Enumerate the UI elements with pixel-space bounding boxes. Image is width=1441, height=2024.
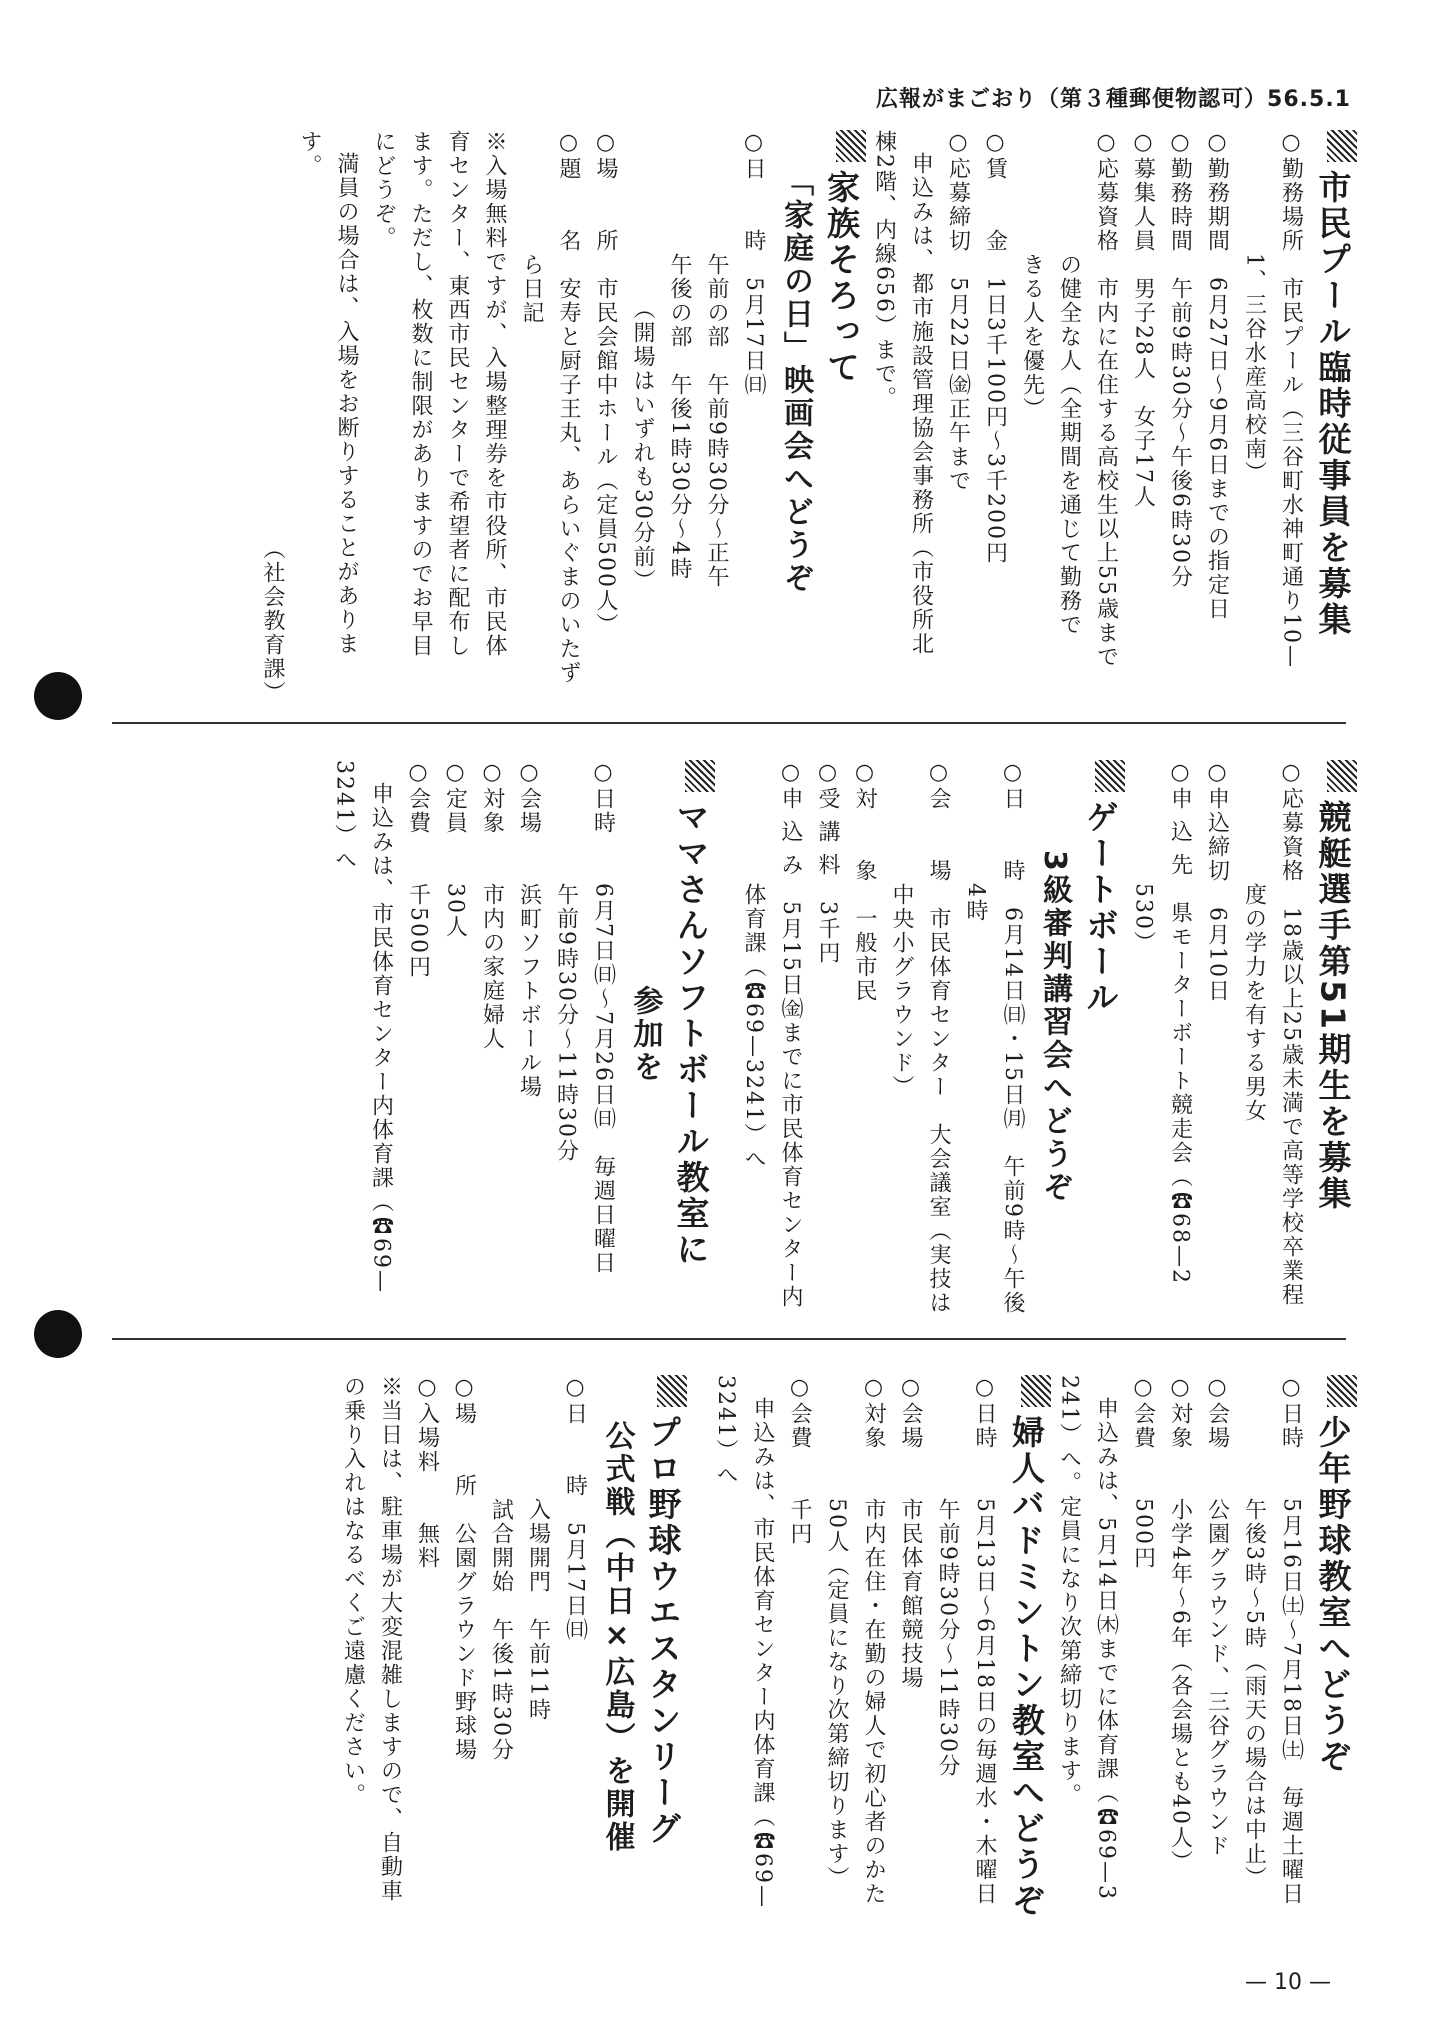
detail-line: ○日 時 5月17日㈰ (741, 130, 766, 397)
detail-line: ○定員 30人 (442, 760, 468, 939)
article-family-movie (254, 130, 866, 705)
detail-line: ○入場料 無料 (414, 1375, 440, 1570)
detail-line: 50人（定員になり次第締切ります） (824, 1498, 849, 1891)
detail-line: 午前の部 午前9時30分～正午 (704, 253, 729, 590)
detail-line: 午前9時30分～11時30分 (553, 883, 579, 1164)
detail-line: 4時 (963, 883, 988, 924)
detail-line: ○場 所 公園グラウンド野球場 (451, 1375, 477, 1762)
detail-line: 体育課（☎69—3241）へ (741, 883, 766, 1172)
article-pro-baseball (335, 1375, 688, 1930)
detail-line: ○会費 500円 (1130, 1375, 1156, 1570)
hatch-mark-icon (685, 760, 715, 792)
article-subtitle: 参加を (627, 985, 663, 1084)
detail-line: ○対象 市内在住・在勤の婦人で初心者のかた (861, 1375, 886, 1906)
detail-line: 試合開始 午後1時30分 (488, 1498, 514, 1763)
article-mama-softball (326, 760, 716, 1320)
detail-line: ○日 時 6月14日㈰・15日㈪ 午前9時～午後 (1000, 760, 1025, 1315)
detail-line: にどうぞ。 (371, 130, 396, 250)
detail-line: 午後3時～5時（雨天の場合は中止） (1241, 1498, 1267, 1891)
detail-line: の乗り入れはなるべくご遠慮ください。 (340, 1375, 366, 1807)
detail-line: ○会 場 市民体育センター 大会議室（実技は (926, 760, 951, 1315)
detail-line: （開場はいずれも30分前） (630, 297, 655, 594)
middle-band (117, 760, 1357, 1320)
detail-line: ○応募締切 5月22日㈮正午まで (945, 130, 971, 493)
article-subtitle: 3級審判講習会へどうぞ (1037, 850, 1072, 1204)
article-title: ゲートボール (1077, 760, 1125, 1320)
binder-hole (34, 672, 82, 720)
detail-line: す。 (297, 130, 322, 178)
detail-line: 度の学力を有する男女 (1241, 883, 1267, 1124)
detail-line: ○勤務期間 6月27日～9月6日までの指定日 (1204, 130, 1230, 621)
detail-line: ○会場 市民体育館競技場 (898, 1375, 923, 1690)
hatch-mark-icon (1327, 760, 1357, 792)
article-badminton (707, 1375, 1051, 1930)
article-gateball (735, 760, 1125, 1320)
detail-line: ○題 名 安寿と厨子王丸、あらいぐまのいたず (556, 130, 581, 685)
detail-line: ○対 象 一般市民 (852, 760, 877, 1003)
detail-line: ○会場 浜町ソフトボール場 (516, 760, 542, 1099)
article-title: 少年野球教室へどうぞ (1310, 1375, 1358, 1930)
article-pool-staff (866, 130, 1358, 705)
article-title: 競艇選手第51期生を募集 (1310, 760, 1358, 1320)
top-band (117, 130, 1357, 705)
article-subtitle: 「家庭の日」映画会へどうぞ (778, 166, 813, 595)
article-youth-baseball (1051, 1375, 1358, 1930)
detail-line: 530） (1130, 883, 1156, 956)
article-title: プロ野球ウエスタンリーグ (640, 1375, 688, 1930)
detail-line: 中央小グラウンド） (889, 883, 914, 1100)
article-title: 婦人バドミントン教室へどうぞ (1003, 1375, 1051, 1930)
detail-line: ら日記 (519, 253, 544, 326)
detail-line: 午前9時30分～11時30分 (935, 1498, 960, 1779)
hatch-mark-icon (1327, 1375, 1357, 1407)
detail-line: ○会費 千500円 (405, 760, 431, 979)
detail-line: 3241）へ (331, 760, 357, 872)
department-signature: （社会教育課） (260, 537, 285, 705)
detail-line: ○会場 公園グラウンド、三谷グラウンド (1204, 1375, 1230, 1858)
detail-line: ○日 時 5月17日㈰ (562, 1375, 588, 1642)
detail-line: ※入場無料ですが、入場整理券を市役所、市民体 (482, 130, 507, 658)
detail-line: ○対象 市内の家庭婦人 (479, 760, 505, 1051)
detail-line: 満員の場合は、入場をお断りすることがありま (334, 152, 359, 656)
hatch-mark-icon (1327, 130, 1357, 162)
section-divider (112, 1338, 1346, 1340)
article-boat-racer (1125, 760, 1358, 1320)
detail-line: ※当日は、駐車場が大変混雑しますので、自動車 (377, 1375, 403, 1903)
section-divider (112, 722, 1346, 724)
detail-line: ○募集人員 男子28人 女子17人 (1130, 130, 1156, 509)
page-number: — 10 — (1245, 1970, 1331, 1995)
article-title: ママさんソフトボール教室に (668, 760, 716, 1320)
detail-line: ○応募資格 市内に在住する高校生以上55歳まで (1093, 130, 1119, 669)
detail-line: ○受 講 料 3千円 (815, 760, 840, 965)
detail-line: ○場 所 市民会館中ホール（定員500人） (593, 130, 618, 637)
detail-line: 申込みは、5月14日㈭までに体育課（☎69—3 (1093, 1397, 1119, 1901)
detail-line: ○賃 金 1日3千100円～3千200円 (982, 130, 1008, 565)
article-title: 家族そろって (818, 130, 866, 705)
detail-line: 1、三谷水産高校南） (1241, 253, 1267, 486)
detail-line: 棟2階、内線656）まで。 (871, 130, 897, 410)
detail-line: 申込みは、都市施設管理協会事務所（市役所北 (908, 152, 934, 656)
detail-line: ○日時 6月7日㈰～7月26日㈰ 毎週日曜日 (590, 760, 616, 1275)
detail-line: 241）へ。定員になり次第締切ります。 (1056, 1375, 1082, 1807)
detail-line: ○応募資格 18歳以上25歳未満で高等学校卒業程 (1278, 760, 1304, 1307)
hatch-mark-icon (657, 1375, 687, 1407)
bottom-band (117, 1375, 1357, 1930)
detail-line: ○対象 小学4年～6年（各会場とも40人） (1167, 1375, 1193, 1874)
detail-line: 午後の部 午後1時30分～4時 (667, 253, 692, 582)
hatch-mark-icon (836, 130, 866, 162)
detail-line: 育センター、東西市民センターで希望者に配布し (445, 130, 470, 658)
article-subtitle: 公式戦（中日×広島）を開催 (599, 1420, 635, 1854)
detail-line: の健全な人（全期間を通じて勤務で (1056, 253, 1082, 638)
detail-line: ○日時 5月13日～6月18日の毎週水・木曜日 (972, 1375, 997, 1906)
detail-line: 申込みは、市民体育センター内体育課（☎69— (750, 1397, 775, 1909)
detail-line: ○勤務時間 午前9時30分～午後6時30分 (1167, 130, 1193, 589)
detail-line: ○日時 5月16日㈯～7月18日㈯ 毎週土曜日 (1278, 1375, 1304, 1906)
page-header: 広報がまごおり（第３種郵便物認可）56.5.1 (876, 87, 1351, 112)
detail-line: ○申 込 み 5月15日㈮までに市民体育センター内 (778, 760, 803, 1309)
detail-line: 申込みは、市民体育センター内体育課（☎69— (368, 782, 394, 1294)
hatch-mark-icon (1095, 760, 1125, 792)
article-title: 市民プール臨時従事員を募集 (1310, 130, 1358, 705)
detail-line: ○申 込 先 県モーターボート競走会（☎68—2 (1167, 760, 1193, 1285)
hatch-mark-icon (1021, 1375, 1051, 1407)
detail-line: ○勤務場所 市民プール（三谷町水神町通り10— (1278, 130, 1304, 669)
detail-line: きる人を優先） (1019, 253, 1045, 422)
binder-hole (34, 1310, 82, 1358)
detail-line: 入場開門 午前11時 (525, 1498, 551, 1723)
detail-line: ます。ただし、枚数に制限がありますのでお早目 (408, 130, 433, 658)
detail-line: ○申込締切 6月10日 (1204, 760, 1230, 1003)
detail-line: 3241）へ (713, 1375, 738, 1487)
detail-line: ○会費 千円 (787, 1375, 812, 1546)
